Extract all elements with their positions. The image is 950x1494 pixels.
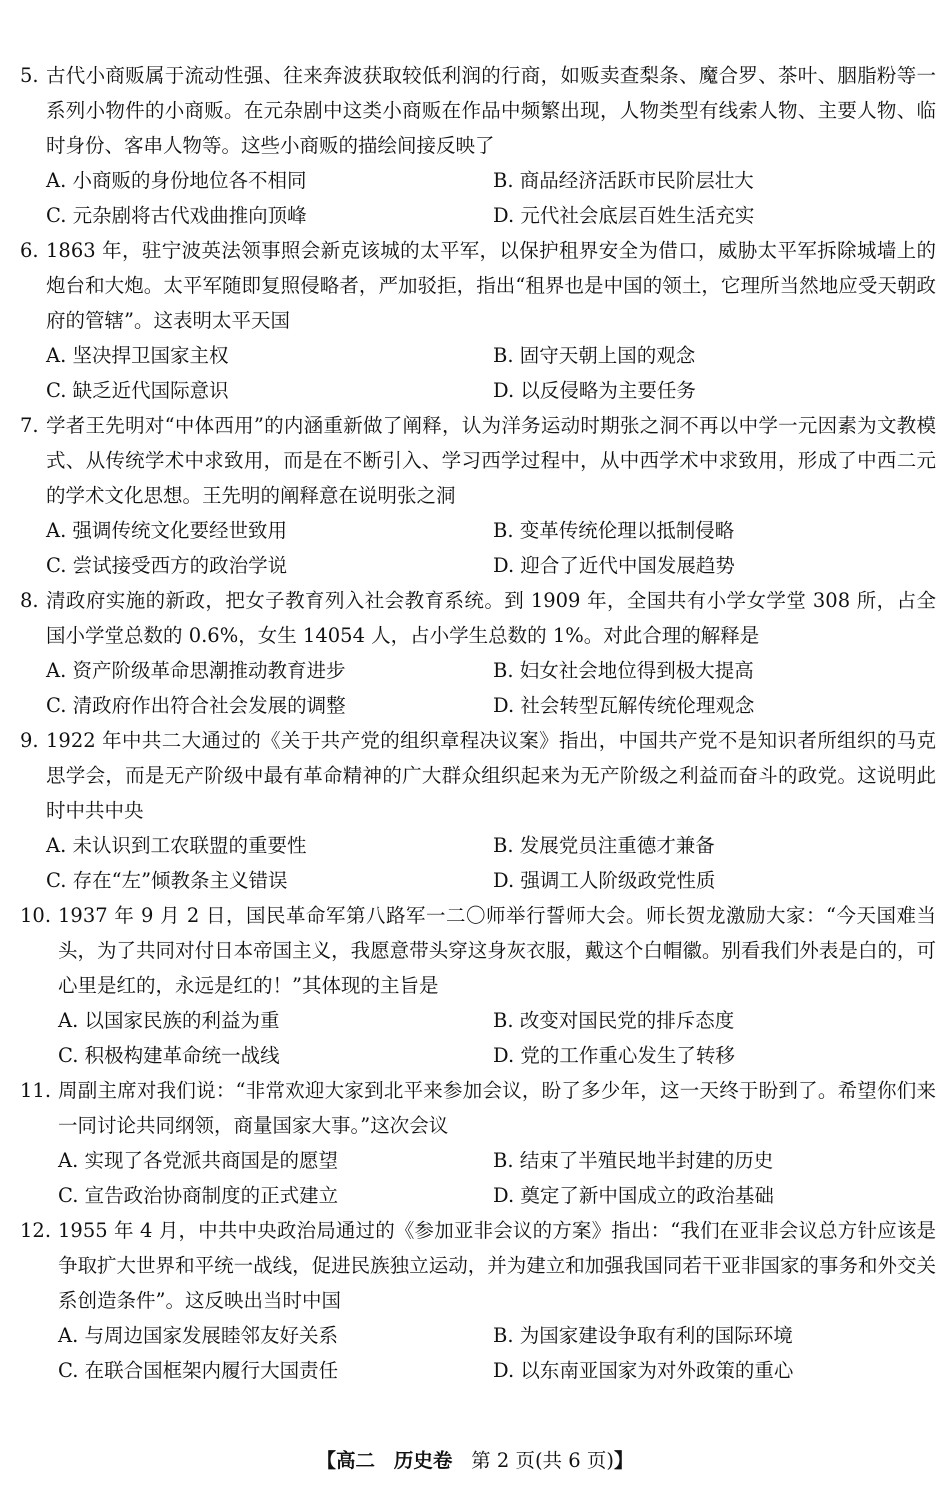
question-stem <box>0 233 950 338</box>
question-text: 学者王先明对“中体西用”的内涵重新做了阐释，认为洋务运动时期张之洞不再以中学一元因素为文教模式、从传统学术中求致用，而是在不断引入、学习西学过程中，从中西学术中求致用，形成了中西二元的学术文化思想。王先明的阐释意在说明张之洞 <box>46 414 936 507</box>
option-b[interactable]: B. 为国家建设争取有利的国际环境 <box>493 1324 793 1347</box>
option-b[interactable]: B. 妇女社会地位得到极大提高 <box>493 659 754 682</box>
question-10 <box>0 898 950 1073</box>
options <box>0 1318 950 1388</box>
option-a[interactable]: A. 实现了各党派共商国是的愿望 <box>58 1149 338 1172</box>
question-text: 1955 年 4 月，中共中央政治局通过的《参加亚非会议的方案》指出：“我们在亚非会议总方针应该是争取扩大世界和平统一战线，促进民族独立运动，并为建立和加强我国同若干亚非国家的事务和外交关系创造条件”。这反映出当时中国 <box>58 1219 936 1312</box>
question-text: 1937 年 9 月 2 日，国民革命军第八路军一二〇师举行誓师大会。师长贺龙激励大家：“今天国难当头，为了共同对付日本帝国主义，我愿意带头穿这身灰衣服，戴这个白帽徽。别看我们外表是白的，可心里是红的，永远是红的！”其体现的主旨是 <box>58 904 936 997</box>
question-stem <box>0 1213 950 1318</box>
option-b[interactable]: B. 商品经济活跃市民阶层壮大 <box>493 169 754 192</box>
options <box>0 338 950 408</box>
question-text: 清政府实施的新政，把女子教育列入社会教育系统。到 1909 年，全国共有小学女学堂 308 所，占全国小学堂总数的 0.6%，女生 14054 人，占小学生总数的 1%。对此合理的解释是 <box>46 589 936 647</box>
option-b[interactable]: B. 结束了半殖民地半封建的历史 <box>493 1149 774 1172</box>
question-number: 8. <box>20 589 39 612</box>
question-text: 古代小商贩属于流动性强、往来奔波获取较低利润的行商，如贩卖查梨条、魔合罗、茶叶、胭脂粉等一系列小物件的小商贩。在元杂剧中这类小商贩在作品中频繁出现，人物类型有线索人物、主要人物、临时身份、客串人物等。这些小商贩的描绘间接反映了 <box>46 64 936 157</box>
options <box>0 163 950 233</box>
question-12 <box>0 1213 950 1388</box>
question-text: 周副主席对我们说：“非常欢迎大家到北平来参加会议，盼了多少年，这一天终于盼到了。希望你们来一同讨论共同纲领，商量国家大事。”这次会议 <box>58 1079 936 1137</box>
question-stem <box>0 723 950 828</box>
options <box>0 513 950 583</box>
option-a[interactable]: A. 强调传统文化要经世致用 <box>46 519 287 542</box>
question-number: 12. <box>20 1219 52 1242</box>
question-number: 9. <box>20 729 39 752</box>
question-stem <box>0 583 950 653</box>
question-stem <box>0 408 950 513</box>
option-d[interactable]: D. 社会转型瓦解传统伦理观念 <box>493 694 755 717</box>
footer-page-number: 第 2 页(共 6 页) <box>471 1449 614 1472</box>
question-stem <box>0 58 950 163</box>
option-c[interactable]: C. 积极构建革命统一战线 <box>58 1044 280 1067</box>
question-stem <box>0 1073 950 1143</box>
option-c[interactable]: C. 清政府作出符合社会发展的调整 <box>46 694 346 717</box>
option-d[interactable]: D. 元代社会底层百姓生活充实 <box>493 204 755 227</box>
question-text: 1922 年中共二大通过的《关于共产党的组织章程决议案》指出，中国共产党不是知识者所组织的马克思学会，而是无产阶级中最有革命精神的广大群众组织起来为无产阶级之利益而奋斗的政党。这说明此时中共中央 <box>46 729 936 822</box>
question-11 <box>0 1073 950 1213</box>
footer-subject: 历史卷 <box>393 1449 453 1472</box>
option-b[interactable]: B. 固守天朝上国的观念 <box>493 344 696 367</box>
option-a[interactable]: A. 与周边国家发展睦邻友好关系 <box>58 1324 338 1347</box>
footer-close-bracket: 】 <box>613 1449 634 1472</box>
option-a[interactable]: A. 资产阶级革命思潮推动教育进步 <box>46 659 346 682</box>
question-number: 11. <box>20 1079 52 1102</box>
question-number: 5. <box>20 64 39 87</box>
option-b[interactable]: B. 变革传统伦理以抵制侵略 <box>493 519 735 542</box>
question-text: 1863 年，驻宁波英法领事照会新克该城的太平军，以保护租界安全为借口，威胁太平军拆除城墙上的炮台和大炮。太平军随即复照侵略者，严加驳拒，指出“租界也是中国的领土，它理所当然地应受天朝政府的管辖”。这表明太平天国 <box>46 239 936 332</box>
option-c[interactable]: C. 在联合国框架内履行大国责任 <box>58 1359 339 1382</box>
option-d[interactable]: D. 以东南亚国家为对外政策的重心 <box>493 1359 794 1382</box>
question-number: 6. <box>20 239 39 262</box>
option-d[interactable]: D. 以反侵略为主要任务 <box>493 379 696 402</box>
option-c[interactable]: C. 缺乏近代国际意识 <box>46 379 229 402</box>
option-a[interactable]: A. 坚决捍卫国家主权 <box>46 344 229 367</box>
option-c[interactable]: C. 宣告政治协商制度的正式建立 <box>58 1184 339 1207</box>
option-d[interactable]: D. 迎合了近代中国发展趋势 <box>493 554 735 577</box>
question-9 <box>0 723 950 898</box>
question-7 <box>0 408 950 583</box>
option-a[interactable]: A. 未认识到工农联盟的重要性 <box>46 834 307 857</box>
options <box>0 1003 950 1073</box>
options <box>0 1143 950 1213</box>
question-8 <box>0 583 950 723</box>
options <box>0 828 950 898</box>
question-number: 10. <box>20 904 52 927</box>
footer-open-bracket: 【 <box>316 1449 337 1472</box>
option-c[interactable]: C. 尝试接受西方的政治学说 <box>46 554 288 577</box>
question-stem <box>0 898 950 1003</box>
option-c[interactable]: C. 存在“左”倾教条主义错误 <box>46 869 288 892</box>
option-d[interactable]: D. 强调工人阶级政党性质 <box>493 869 716 892</box>
option-a[interactable]: A. 以国家民族的利益为重 <box>58 1009 280 1032</box>
option-b[interactable]: B. 改变对国民党的排斥态度 <box>493 1009 735 1032</box>
options <box>0 653 950 723</box>
option-c[interactable]: C. 元杂剧将古代戏曲推向顶峰 <box>46 204 307 227</box>
footer-grade: 高二 <box>336 1449 376 1472</box>
option-b[interactable]: B. 发展党员注重德才兼备 <box>493 834 715 857</box>
option-d[interactable]: D. 党的工作重心发生了转移 <box>493 1044 735 1067</box>
page-footer <box>0 1446 950 1476</box>
option-a[interactable]: A. 小商贩的身份地位各不相同 <box>46 169 307 192</box>
question-number: 7. <box>20 414 39 437</box>
question-6 <box>0 233 950 408</box>
question-5 <box>0 58 950 233</box>
option-d[interactable]: D. 奠定了新中国成立的政治基础 <box>493 1184 774 1207</box>
